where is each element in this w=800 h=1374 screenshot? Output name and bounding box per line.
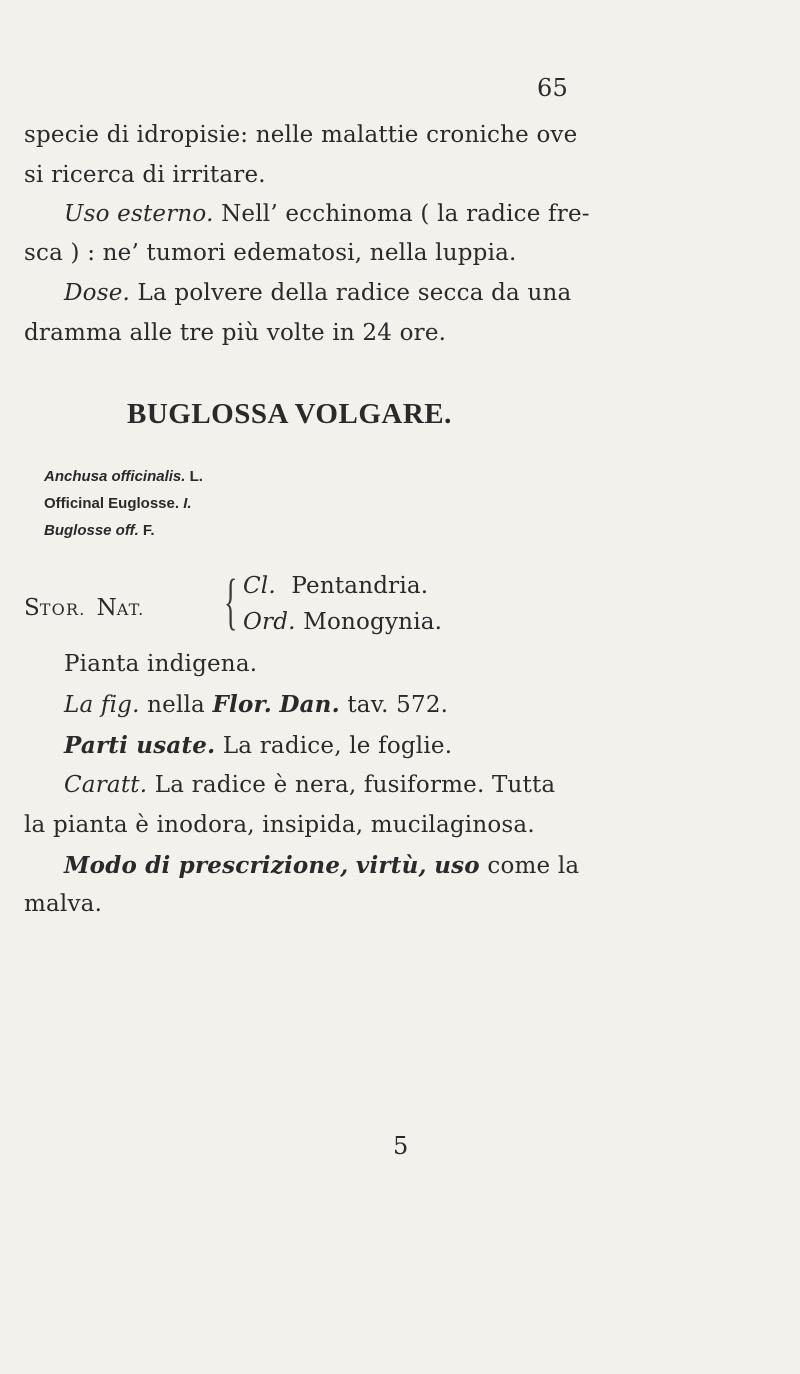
- parti-line: [64, 734, 452, 758]
- dose-text: La polvere della radice secca da una: [137, 280, 572, 306]
- page-number: 65: [537, 74, 568, 102]
- fig-tav: tav. 572.: [347, 692, 449, 718]
- pianta-line: Pianta indigena.: [64, 651, 258, 677]
- synonym-1-abbr: L.: [189, 468, 203, 485]
- order-label: Ord.: [243, 609, 296, 635]
- fig-mid: nella: [147, 692, 205, 718]
- signature-mark: 5: [393, 1132, 409, 1160]
- caratt-line: [64, 774, 555, 797]
- classification-brace: {: [224, 568, 238, 636]
- dose-label: Dose.: [64, 280, 131, 306]
- synonym-2-name: Officinal Euglosse.: [44, 495, 180, 512]
- stor-rest: TOR.: [39, 600, 86, 619]
- stor-nat-label: [24, 597, 144, 620]
- text-line-3: [64, 203, 590, 226]
- modo-label: Modo di prescrizione,: [64, 852, 349, 879]
- synonym-1: [44, 469, 203, 484]
- text-line-4: sca ) : ne’ tumori edematosi, nella luppia.: [24, 240, 517, 266]
- section-heading: BUGLOSSA VOLGARE.: [127, 398, 452, 430]
- class-label: Cl.: [243, 573, 276, 599]
- modo-line: [64, 854, 579, 878]
- modo-tail: come la: [487, 853, 580, 879]
- malva-line: malva.: [24, 891, 103, 917]
- synonym-3: [44, 523, 155, 538]
- order-value: Monogynia.: [303, 609, 443, 635]
- caratt-label: Caratt.: [64, 772, 148, 798]
- order-line: [243, 611, 442, 634]
- text-line-1: specie di idropisie: nelle malattie croniche ove: [24, 122, 578, 148]
- uso-esterno-text: Nell’ ecchinoma ( la radice fre-: [221, 201, 590, 227]
- fig-flor: Flor.: [212, 691, 272, 718]
- text-line-2: si ricerca di irritare.: [24, 162, 266, 188]
- text-line-5: [64, 282, 571, 305]
- fig-label: La fig.: [64, 692, 140, 718]
- text-line-6: dramma alle tre più volte in 24 ore.: [24, 320, 447, 346]
- virtu-label: virtù,: [355, 852, 427, 879]
- synonym-3-name: Buglosse off.: [44, 522, 139, 539]
- nat-rest: AT.: [116, 600, 145, 619]
- synonym-1-name: Anchusa officinalis.: [44, 468, 186, 485]
- parti-label: Parti usate.: [64, 732, 216, 759]
- caratt-text: La radice è nera, fusiforme. Tutta: [154, 772, 556, 798]
- synonym-3-abbr: F.: [142, 522, 155, 539]
- parti-text: La radice, le foglie.: [222, 733, 453, 759]
- class-line: [243, 575, 428, 598]
- nat-initial: N: [96, 595, 117, 621]
- synonym-2-abbr: I.: [183, 495, 192, 512]
- uso-label: uso: [434, 852, 480, 879]
- synonym-2: [44, 496, 192, 511]
- fig-line: [64, 693, 448, 717]
- pianta-desc-line: la pianta è inodora, insipida, mucilaginosa.: [24, 812, 535, 838]
- class-value: Pentandria.: [291, 573, 429, 599]
- stor-initial: S: [24, 595, 40, 621]
- uso-esterno-label: Uso esterno.: [64, 201, 214, 227]
- fig-dan: Dan.: [279, 691, 340, 718]
